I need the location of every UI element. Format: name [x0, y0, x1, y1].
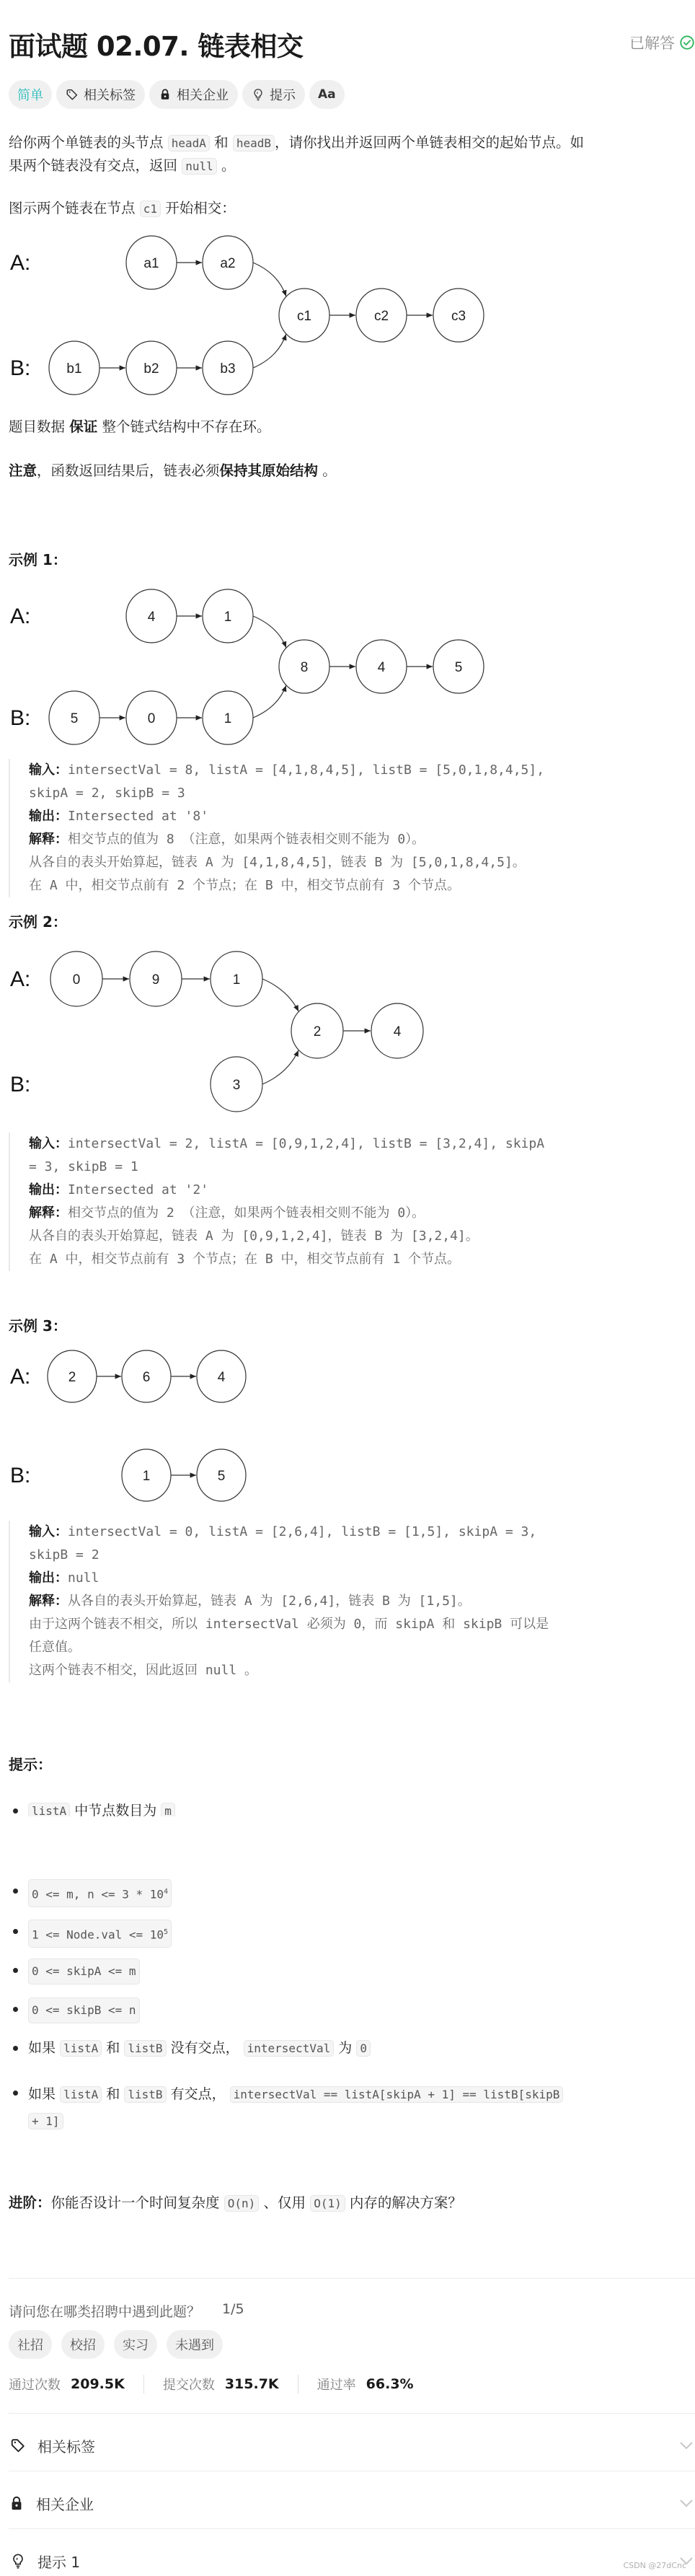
- divider: [9, 2413, 695, 2414]
- list-node: [49, 691, 99, 744]
- text: 开始相交：: [165, 200, 236, 216]
- input-label: 输入：: [29, 1524, 68, 1539]
- list-node: [126, 341, 177, 395]
- divider: [9, 2278, 695, 2279]
- code: m: [161, 1803, 175, 1816]
- svg-text:5: 5: [454, 660, 463, 675]
- text: 整个链式结构中不存在环。: [102, 418, 271, 435]
- text: 如果: [28, 2040, 56, 2056]
- code-headA: headA: [168, 135, 210, 151]
- divider: [9, 2528, 695, 2529]
- text: 中节点数目为: [74, 1803, 157, 1816]
- code: listA: [28, 1803, 70, 1816]
- svg-text:2: 2: [68, 1370, 76, 1385]
- tag-icon: [66, 88, 79, 101]
- list-node: [130, 951, 182, 1006]
- bullet-dot: [13, 1889, 18, 1894]
- list-node: [50, 951, 102, 1006]
- text: 没有交点，: [170, 2040, 239, 2056]
- lock-icon: [9, 2494, 25, 2513]
- example-1-block: [9, 759, 695, 897]
- lightbulb-icon: [10, 2551, 26, 2571]
- code: [28, 1920, 172, 1948]
- svg-text:a2: a2: [220, 256, 236, 271]
- constraint-item: [9, 1997, 140, 2023]
- input-label: 输入：: [29, 1136, 68, 1151]
- list-node: [433, 289, 484, 342]
- stat-label: 通过率: [316, 2378, 356, 2393]
- svg-text:5: 5: [217, 1469, 226, 1484]
- code: 0: [356, 2040, 371, 2057]
- output-value: null: [68, 1570, 99, 1586]
- example-1-title: 示例 1：: [9, 551, 67, 568]
- code: listB: [124, 2086, 166, 2103]
- svg-text:b2: b2: [143, 361, 159, 377]
- code-headB: headB: [233, 135, 275, 151]
- svg-text:0: 0: [72, 972, 81, 988]
- stat-value: 66.3%: [366, 2376, 414, 2392]
- explain-label: 解释：: [29, 1593, 68, 1609]
- lock-icon: [159, 88, 172, 101]
- survey-question-text: 请问您在哪类招聘中遇到此题？: [9, 2304, 201, 2320]
- list-label: B:: [10, 1464, 31, 1487]
- hint-button[interactable]: [242, 80, 305, 109]
- svg-text:1: 1: [223, 711, 232, 726]
- preserve-structure-note: [9, 460, 337, 483]
- input-value: intersectVal = 0, listA = [2,6,4], listB = [1,5], skipA = 3, skipB = 2: [29, 1524, 537, 1562]
- example-3-title: 示例 3：: [9, 1317, 67, 1335]
- list-node: [48, 1350, 97, 1402]
- svg-text:5: 5: [70, 711, 79, 726]
- intro-linked-list-diagram: [0, 224, 505, 404]
- text: 题目数据: [9, 418, 66, 435]
- svg-text:c2: c2: [373, 309, 389, 324]
- description-line-1: [9, 131, 584, 155]
- bullet-dot: [13, 1968, 18, 1973]
- list-label: B:: [10, 1073, 31, 1096]
- accordion-label: 提示 1: [37, 2553, 81, 2571]
- text: 如果: [28, 2086, 56, 2102]
- code: listA: [60, 2040, 102, 2057]
- text: ，请你找出并返回两个单链表相交的起始节点。如: [274, 134, 584, 151]
- text: ，函数返回结果后，链表必须: [37, 462, 220, 479]
- text: 有交点，: [170, 2086, 226, 2102]
- follow-up: [9, 2192, 462, 2215]
- input-value: intersectVal = 8, listA = [4,1,8,4,5], listB = [5,0,1,8,4,5], skipA = 2, skipB = 3: [29, 762, 545, 801]
- list-node: [197, 1449, 246, 1501]
- survey-question: [9, 2301, 244, 2321]
- input-value: intersectVal = 2, listA = [0,9,1,2,4], listB = [3,2,4], skipA = 3, skipB = 1: [29, 1136, 545, 1174]
- list-node: [203, 691, 253, 744]
- svg-text:1: 1: [142, 1469, 151, 1484]
- accordion-label: 相关标签: [37, 2437, 95, 2456]
- text: 果两个链表没有交点，返回: [9, 157, 178, 174]
- list-node: [291, 1003, 343, 1058]
- code-text: 1 <= Node.val <= 10: [32, 1927, 164, 1942]
- svg-text:1: 1: [232, 972, 241, 988]
- list-label: A:: [10, 1365, 31, 1389]
- stats-bar: [9, 2375, 433, 2393]
- svg-text:0: 0: [147, 711, 156, 726]
- stat-separator: [143, 2375, 144, 2393]
- no-cycle-note: [9, 416, 270, 439]
- bullet-dot: [13, 2091, 18, 2096]
- lightbulb-icon: [252, 88, 265, 101]
- related-companies-label: 相关企业: [177, 88, 229, 103]
- bold-text: 保证: [69, 418, 98, 435]
- constraint-item: [9, 1799, 175, 1816]
- output-label: 输出：: [29, 809, 68, 824]
- example-2-title: 示例 2：: [9, 913, 67, 931]
- list-node: [279, 289, 329, 342]
- svg-text:6: 6: [142, 1370, 151, 1385]
- explain-value: 相交节点的值为 8 （注意，如果两个链表相交则不能为 0）。 从各自的表头开始算起，链表 A 为 [4,1,8,4,5]，链表 B 为 [5,0,1,8,4,5]。 在 A 中，相交节点前有 2 个节点；在 B 中，相交节点前有 3 个节点。: [29, 832, 526, 893]
- list-node: [122, 1449, 171, 1501]
- list-label: B:: [10, 356, 31, 380]
- stat-acceptance-rate: [317, 2375, 433, 2393]
- output-label: 输出：: [29, 1182, 68, 1197]
- code-text: 0 <= m, n <= 3 * 10: [32, 1887, 164, 1902]
- text: 和: [106, 2040, 120, 2056]
- accordion-hint-1[interactable]: [9, 2546, 695, 2575]
- stat-submissions: [163, 2375, 298, 2393]
- output-value: Intersected at '2': [68, 1182, 209, 1197]
- text: 你能否设计一个时间复杂度: [50, 2194, 220, 2211]
- difficulty-badge[interactable]: 简单: [9, 80, 52, 109]
- explain-label: 解释：: [29, 832, 68, 847]
- chevron-down-icon[interactable]: [679, 2498, 694, 2508]
- svg-text:1: 1: [223, 610, 232, 625]
- related-tags-label: 相关标签: [84, 88, 136, 103]
- bold-text: 保持其原始结构: [219, 462, 319, 479]
- explain-value: 从各自的表头开始算起，链表 A 为 [2,6,4]，链表 B 为 [1,5]。 由于这两个链表不相交，所以 intersectVal 必须为 0，而 skipA 和 skipB 可以是 任意值。 这两个链表不相交，因此返回 null 。: [29, 1593, 549, 1678]
- text: 、仅用: [263, 2194, 306, 2211]
- explain-value: 相交节点的值为 2 （注意，如果两个链表相交则不能为 0）。 从各自的表头开始算起，链表 A 为 [0,9,1,2,4]，链表 B 为 [3,2,4]。 在 A 中，相交节点前有 3 个节点；在 B 中，相交节点前有 1 个节点。: [29, 1205, 479, 1267]
- page-title: 面试题 02.07. 链表相交: [9, 31, 304, 62]
- accordion-related-tags[interactable]: [9, 2431, 695, 2460]
- svg-text:4: 4: [393, 1024, 402, 1039]
- text: 为: [338, 2040, 353, 2056]
- svg-text:b1: b1: [66, 361, 82, 377]
- example-1-diagram: [0, 577, 505, 757]
- code: [28, 1879, 172, 1907]
- survey-option-social[interactable]: 社招: [9, 2330, 52, 2359]
- accordion-label: 相关企业: [36, 2495, 94, 2513]
- code: 0 <= skipA <= m: [28, 1959, 140, 1984]
- list-node: [126, 691, 177, 744]
- svg-text:3: 3: [232, 1078, 241, 1093]
- code: intersectVal == listA[skipA + 1] == listB[skipB: [230, 2086, 564, 2103]
- output-label: 输出：: [29, 1570, 68, 1586]
- bullet-dot: [13, 2046, 18, 2051]
- superscript: 5: [164, 1928, 169, 1936]
- survey-progress: 1/5: [222, 2301, 244, 2317]
- translate-button[interactable]: [309, 80, 345, 109]
- code: O(1): [310, 2195, 345, 2212]
- constraint-item: [9, 2081, 563, 2135]
- list-label: A:: [10, 605, 31, 628]
- tag-icon: [10, 2437, 26, 2454]
- example-2-diagram: [0, 938, 505, 1125]
- bullet-dot: [13, 1929, 18, 1934]
- list-node: [211, 1057, 262, 1112]
- code: O(n): [224, 2195, 260, 2212]
- list-node: [356, 640, 407, 693]
- stat-label: 通过次数: [9, 2378, 61, 2393]
- svg-text:4: 4: [217, 1370, 226, 1385]
- list-node: [203, 589, 253, 643]
- constraint-item: [9, 2036, 371, 2060]
- constraints-title: 提示：: [9, 1756, 52, 1773]
- text: 和: [214, 134, 229, 151]
- constraint-item: [9, 1879, 172, 1907]
- list-node: [126, 236, 177, 289]
- accordion-related-companies[interactable]: [9, 2489, 695, 2518]
- svg-text:c1: c1: [296, 309, 312, 324]
- stat-value: 209.5K: [71, 2376, 125, 2392]
- solved-label: 已解答: [629, 35, 675, 52]
- svg-text:4: 4: [377, 660, 386, 675]
- list-node: [49, 341, 99, 395]
- svg-text:c3: c3: [451, 309, 466, 324]
- explain-label: 解释：: [29, 1205, 68, 1221]
- list-node: [211, 951, 262, 1006]
- survey-options: [9, 2330, 223, 2359]
- svg-text:b3: b3: [220, 361, 236, 377]
- text: 。: [221, 157, 236, 174]
- list-node: [197, 1350, 246, 1402]
- bold-text: 注意: [9, 462, 37, 479]
- code: listB: [124, 2040, 166, 2057]
- list-label: A:: [10, 967, 31, 991]
- hint-label: 提示: [270, 88, 296, 103]
- example-3-diagram: [0, 1342, 360, 1515]
- list-node: [356, 289, 407, 342]
- bullet-dot: [13, 1808, 18, 1814]
- follow-up-label: 进阶：: [9, 2194, 51, 2211]
- list-node: [433, 640, 484, 693]
- bullet-dot: [13, 2007, 18, 2012]
- list-node: [371, 1003, 423, 1058]
- code: listA: [60, 2086, 102, 2103]
- constraint-item: [9, 1920, 172, 1948]
- survey-option-intern[interactable]: 实习: [114, 2330, 157, 2359]
- related-companies-button[interactable]: [149, 80, 238, 109]
- check-circle-icon: [679, 35, 695, 50]
- code: 0 <= skipB <= n: [28, 1997, 140, 2023]
- svg-text:9: 9: [151, 972, 160, 988]
- svg-text:4: 4: [147, 610, 156, 625]
- stat-value: 315.7K: [224, 2376, 279, 2392]
- svg-text:8: 8: [300, 660, 309, 675]
- watermark: CSDN @27dCnc: [623, 2561, 686, 2570]
- solved-status: [629, 32, 695, 53]
- svg-text:2: 2: [313, 1024, 322, 1039]
- chevron-down-icon[interactable]: [679, 2440, 694, 2450]
- list-label: B:: [10, 706, 31, 730]
- text: 图示两个链表在节点: [9, 200, 136, 216]
- text: 和: [106, 2086, 120, 2102]
- list-node: [122, 1350, 171, 1402]
- list-node: [126, 589, 177, 643]
- text: 给你两个单链表的头节点: [9, 134, 164, 151]
- code: intersectVal: [244, 2040, 335, 2057]
- list-node: [203, 236, 253, 289]
- code-c1: c1: [140, 201, 161, 217]
- output-value: Intersected at '8': [68, 809, 209, 824]
- stat-accepted: [9, 2375, 143, 2393]
- superscript: 4: [164, 1888, 169, 1896]
- list-node: [203, 341, 253, 395]
- stat-label: 提交次数: [162, 2378, 215, 2393]
- example-2-block: [9, 1133, 695, 1271]
- constraint-item: [9, 1959, 140, 1984]
- survey-option-never[interactable]: 未遇到: [167, 2330, 223, 2359]
- list-node: [279, 640, 329, 693]
- description-line-2: [9, 154, 235, 178]
- svg-text:a1: a1: [143, 256, 159, 271]
- translate-icon: Aa: [318, 87, 336, 102]
- input-label: 输入：: [29, 762, 68, 778]
- related-tags-button[interactable]: [56, 80, 145, 109]
- code: + 1]: [28, 2113, 63, 2129]
- survey-option-campus[interactable]: 校招: [61, 2330, 105, 2359]
- text: 。: [322, 462, 337, 479]
- code-null: null: [182, 158, 217, 175]
- description-figure-caption: [9, 197, 236, 221]
- list-label: A:: [10, 251, 31, 275]
- tag-bar: [9, 80, 345, 109]
- example-3-block: [9, 1521, 695, 1682]
- text: 内存的解决方案？: [349, 2194, 462, 2211]
